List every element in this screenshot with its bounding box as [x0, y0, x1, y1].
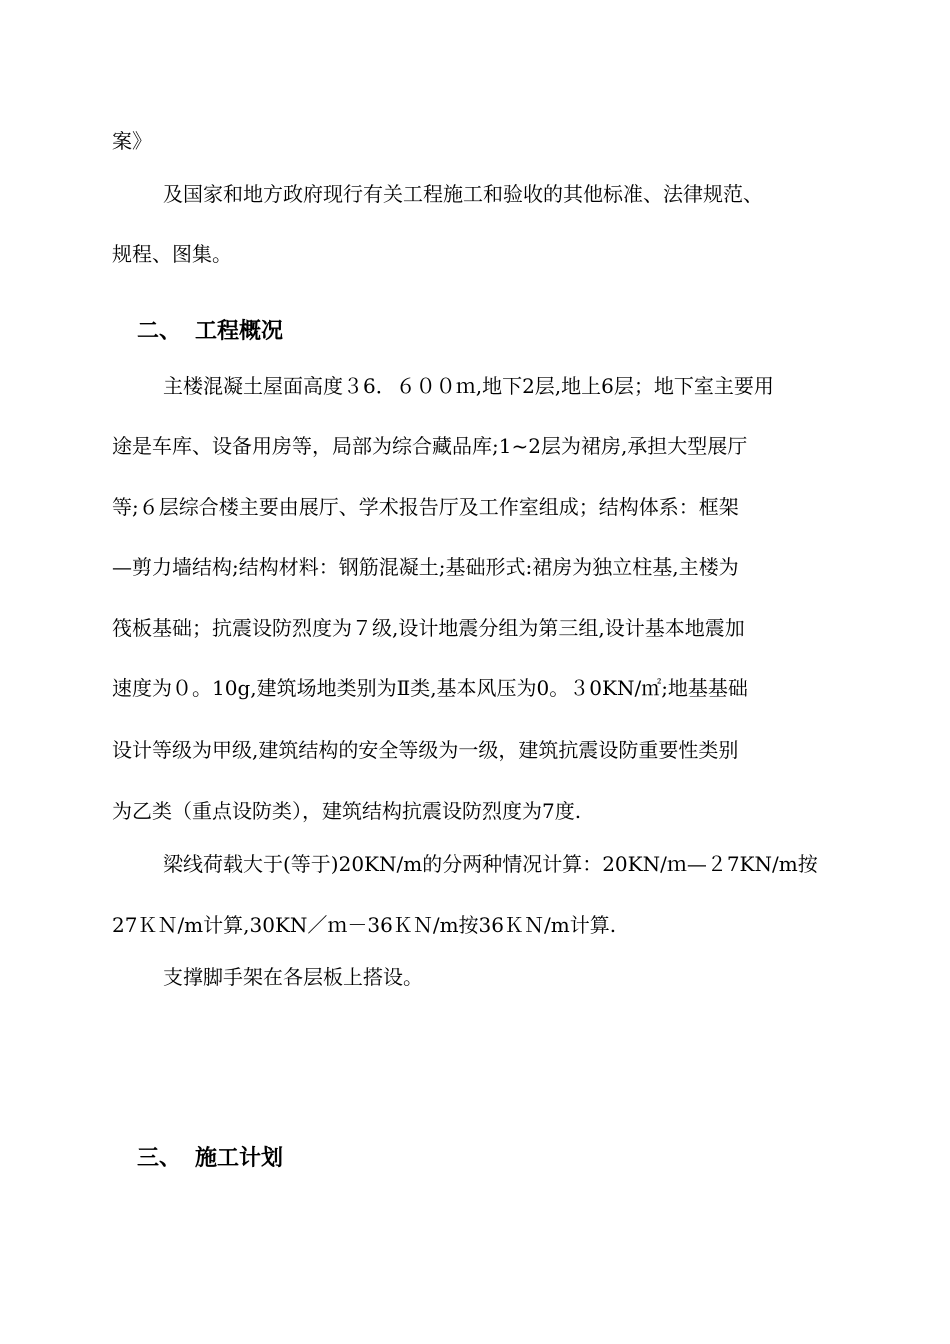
paragraph-line: 速度为０。10g,建筑场地类别为Ⅱ类,基本风压为0。３0KN/㎡;地基基础	[112, 676, 748, 700]
paragraph-line: —剪力墙结构;结构材料：钢筋混凝土;基础形式:裙房为独立柱基,主楼为	[112, 555, 739, 579]
section-heading-2	[137, 317, 283, 347]
section-number: 二、	[137, 319, 182, 344]
paragraph-line: 等;６层综合楼主要由展厅、学术报告厅及工作室组成；结构体系：框架	[112, 495, 739, 519]
section-heading-3	[137, 1144, 283, 1174]
paragraph-line: 案》	[112, 129, 152, 153]
paragraph-line: 筏板基础；抗震设防烈度为７级,设计地震分组为第三组,设计基本地震加	[112, 616, 745, 640]
paragraph-line: 主楼混凝土屋面高度３6．６００ｍ,地下2层,地上6层；地下室主要用	[163, 374, 774, 398]
section-title: 工程概况	[195, 319, 284, 344]
section-title: 施工计划	[195, 1146, 284, 1171]
paragraph-line: 及国家和地方政府现行有关工程施工和验收的其他标准、法律规范、	[163, 182, 763, 206]
paragraph-line: 为乙类（重点设防类），建筑结构抗震设防烈度为7度.	[112, 799, 582, 823]
section-number: 三、	[137, 1146, 182, 1171]
paragraph-line: 27ＫＮ/m计算,30KN／ｍ－36ＫＮ/m按36ＫＮ/m计算.	[112, 913, 617, 937]
paragraph-line: 支撑脚手架在各层板上搭设。	[163, 965, 423, 989]
paragraph-line: 梁线荷载大于(等于)20KN/m的分两种情况计算：20KN/ｍ—２7KN/m按	[163, 852, 818, 876]
paragraph-line: 途是车库、设备用房等，局部为综合藏品库;1~2层为裙房,承担大型展厅	[112, 434, 748, 458]
paragraph-line: 规程、图集。	[112, 242, 232, 266]
paragraph-line: 设计等级为甲级,建筑结构的安全等级为一级，建筑抗震设防重要性类别	[112, 738, 739, 762]
